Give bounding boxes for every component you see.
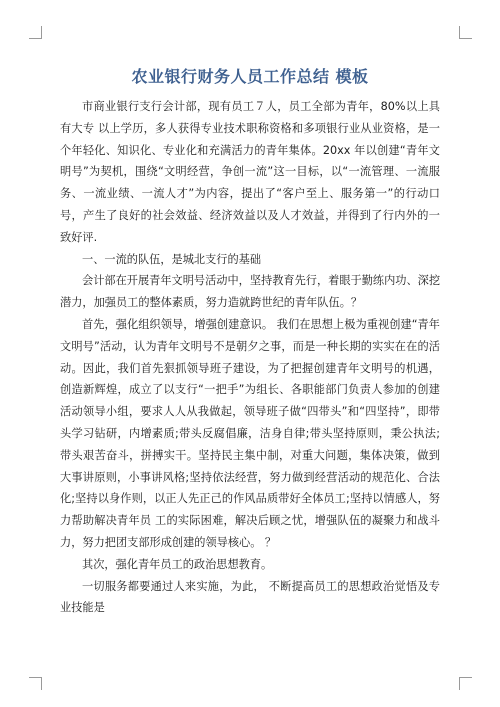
paragraph-intro: 市商业银行支行会计部，现有员工７人，员工全部为青年，80%以上具有大专 以上学历，多人获得专业技术职称资格和多项银行业从业资格，是一个年轻化、知识化、专业化和充满活力的青年集体。20xx 年以创建“青年文明号”为契机，围绕“文明经营，争创一流”这一目标，以“一流管理、一流服务、一流业绩、一流人才”为内容，提出了“客户至上、服务第一”的行动口号，产生了良好的社会效益、经济效益以及人才效益，并得到了行内外的一致好评. (60, 100, 440, 244)
section-heading-1: 一、一流的队伍，是城北支行的基础 (82, 252, 262, 266)
document-body (60, 96, 440, 619)
paragraph-leadership: 首先，强化组织领导，增强创建意识。 我们在思想上极为重视创建“青年文明号”活动，认为青年文明号不是朝夕之事，而是一种长期的实实在在的活动。因此，我们首先狠抓领导班子建设，为了把握创建青年文明号的机遇，创造新辉煌，成立了以支行“一把手”为组长、各职能部门负责人参加的创建活动领导小组，要求人人从我做起，领导班子做“四带头”和“四坚持”，即带头学习钻研，内增素质;带头反腐倡廉，洁身自律;带头坚持原则，秉公执法;带头艰苦奋斗，拼搏实干。坚持民主集中制，对重大问题，集体决策，做到大事讲原则，小事讲风格;坚持依法经营，努力做到经营活动的规范化、合法化;坚持以身作则，以正人先正己的作风品质带好全体员工;坚持以情感人，努力帮助解决青年员 工的实际困难，解决后顾之忧，增强队伍的凝聚力和战斗力，努力把团支部形成创建的领导核心。 ？ (60, 317, 440, 549)
crop-mark-top-left (29, 26, 42, 39)
document-title: 农业银行财务人员工作总结 模板 (131, 67, 369, 86)
paragraph-political-education: 其次，强化青年员工的政治思想教育。 (82, 557, 273, 571)
crop-mark-bottom-right (459, 677, 472, 690)
crop-mark-bottom-left (29, 677, 42, 690)
paragraph-team: 会计部在开展青年文明号活动中，坚持教育先行，着眼于勤练内功、深挖潜力，加强员工的整体素质，努力造就跨世纪的青年队伍。？ (60, 274, 441, 310)
crop-mark-top-right (459, 26, 472, 39)
paragraph-service: 一切服务都要通过人来实施，为此， 不断提高员工的思想政治觉悟及专业技能是 (60, 579, 440, 615)
